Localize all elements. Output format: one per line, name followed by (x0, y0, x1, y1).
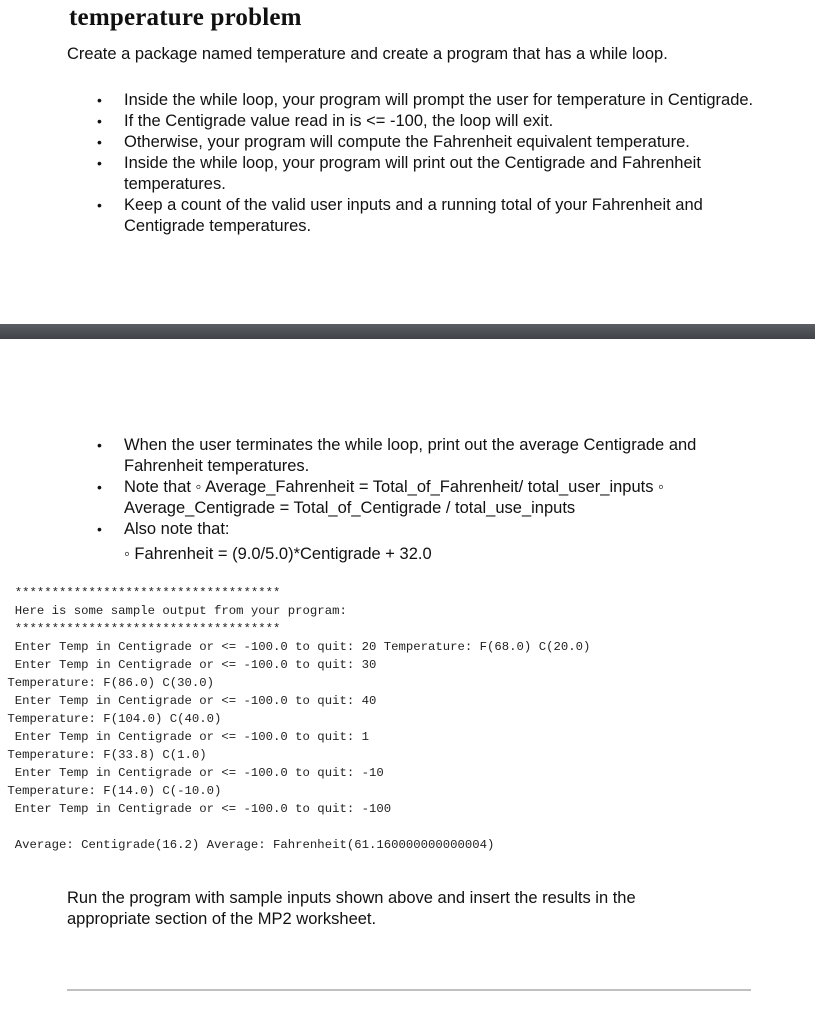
formula-subitem: ◦ Fahrenheit = (9.0/5.0)*Centigrade + 32.0 (124, 545, 432, 563)
output-line: Enter Temp in Centigrade or <= -100.0 to quit: 20 Temperature: F(68.0) C(20.0) (0, 640, 591, 654)
bullet-icon: • (97, 155, 102, 171)
list-item-text: Keep a count of the valid user inputs and a running total of your Fahrenheit and Centigrade temperatures. (124, 196, 703, 235)
requirements-list (0, 90, 764, 237)
output-line: Temperature: F(33.8) C(1.0) (0, 748, 207, 762)
list-item (0, 477, 764, 519)
output-line (0, 818, 590, 836)
output-line: Enter Temp in Centigrade or <= -100.0 to quit: -100 (0, 802, 392, 816)
output-line: ************************************ (0, 622, 281, 636)
list-item-text: Note that ◦ Average_Fahrenheit = Total_of_Fahrenheit/ total_user_inputs ◦ Average_Centigrade = Total_of_Centigrade / total_use_inputs (124, 478, 664, 517)
list-item (0, 195, 764, 237)
page-title: temperature problem (69, 4, 302, 31)
output-line: Enter Temp in Centigrade or <= -100.0 to quit: 1 (0, 730, 369, 744)
list-item (0, 132, 764, 153)
list-item-text: Inside the while loop, your program will print out the Centigrade and Fahrenheit temperatures. (124, 154, 701, 193)
list-item-text: If the Centigrade value read in is <= -100, the loop will exit. (124, 112, 554, 130)
list-item-text: Otherwise, your program will compute the Fahrenheit equivalent temperature. (124, 133, 690, 151)
list-item (0, 90, 764, 111)
list-item (0, 519, 764, 540)
output-line: Here is some sample output from your program: (0, 604, 347, 618)
section-divider (0, 324, 815, 339)
sample-output-block (0, 584, 590, 854)
output-line: ************************************ (0, 586, 281, 600)
bullet-icon: • (97, 92, 102, 108)
list-item-text: When the user terminates the while loop, print out the average Centigrade and Fahrenheit temperatures. (124, 436, 697, 475)
list-item (0, 111, 764, 132)
bullet-icon: • (97, 437, 102, 453)
list-item-text: Also note that: (124, 520, 230, 538)
bullet-icon: • (97, 113, 102, 129)
bullet-icon: • (97, 134, 102, 150)
bullet-icon: • (97, 521, 102, 537)
output-line: Average: Centigrade(16.2) Average: Fahrenheit(61.160000000000004) (0, 838, 495, 852)
output-line: Enter Temp in Centigrade or <= -100.0 to quit: -10 (0, 766, 384, 780)
output-line: Temperature: F(86.0) C(30.0) (0, 676, 215, 690)
bullet-icon: • (97, 479, 102, 495)
list-item-text: Inside the while loop, your program will prompt the user for temperature in Centigrade. (124, 91, 754, 109)
output-line: Enter Temp in Centigrade or <= -100.0 to quit: 40 (0, 694, 377, 708)
footer-instruction: Run the program with sample inputs shown above and insert the results in the appropriate section of the MP2 worksheet. (67, 889, 636, 928)
intro-text: Create a package named temperature and create a program that has a while loop. (67, 45, 668, 63)
output-line: Temperature: F(14.0) C(-10.0) (0, 784, 222, 798)
list-item (0, 153, 764, 195)
bullet-icon: • (97, 197, 102, 213)
bottom-rule (67, 989, 751, 991)
output-line: Enter Temp in Centigrade or <= -100.0 to quit: 30 (0, 658, 377, 672)
list-item (0, 435, 764, 477)
output-line: Temperature: F(104.0) C(40.0) (0, 712, 222, 726)
requirements-list-continued (0, 435, 764, 540)
